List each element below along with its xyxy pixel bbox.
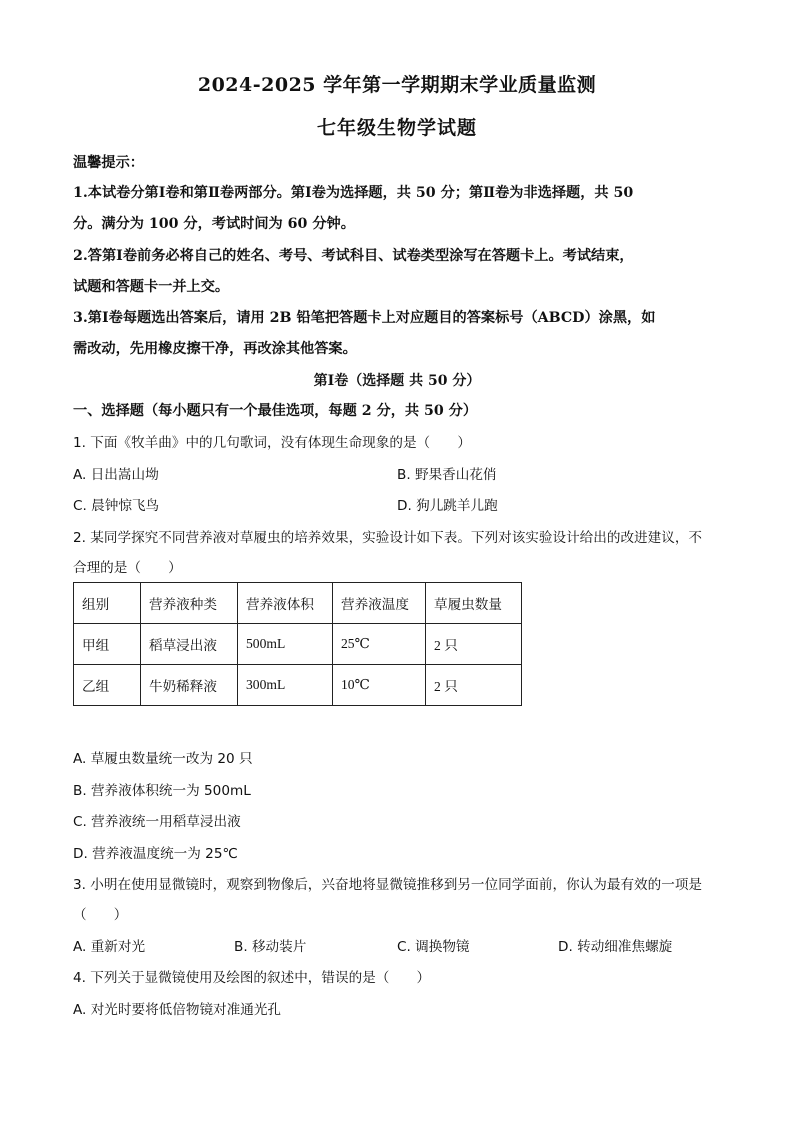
q2-option-a: A. 草履虫数量统一改为 20 只	[73, 751, 253, 767]
table-header-cell: 组别	[74, 583, 141, 624]
q3-stem-line: （ ）	[73, 907, 128, 923]
notice-line: 分。满分为 100 分，考试时间为 60 分钟。	[73, 216, 355, 232]
q3-option-a: A. 重新对光	[73, 939, 146, 955]
q2-stem-line: 2. 某同学探究不同营养液对草履虫的培养效果，实验设计如下表。下列对该实验设计给出的改进建议，不	[73, 530, 703, 546]
notice-line: 3.第Ⅰ卷每题选出答案后，请用 2B 铅笔把答题卡上对应题目的答案标号（ABCD）涂黑，如	[73, 310, 656, 326]
q4-option-a: A. 对光时要将低倍物镜对准通光孔	[73, 1002, 282, 1018]
notice-line: 2.答第Ⅰ卷前务必将自己的姓名、考号、考试科目、试卷类型涂写在答题卡上。考试结束，	[73, 248, 634, 264]
table-header-cell: 营养液体积	[238, 583, 333, 624]
table-cell: 2 只	[426, 665, 522, 706]
q3-option-c: C. 调换物镜	[397, 939, 470, 955]
q1-option-c: C. 晨钟惊飞鸟	[73, 498, 160, 514]
notice-line: 需改动，先用橡皮擦干净，再改涂其他答案。	[73, 341, 357, 357]
table-header-cell: 营养液温度	[333, 583, 426, 624]
table-cell: 甲组	[74, 624, 141, 665]
table-cell: 乙组	[74, 665, 141, 706]
table-cell: 10℃	[333, 665, 426, 706]
q2-option-c: C. 营养液统一用稻草浸出液	[73, 814, 241, 830]
q1-option-d: D. 狗儿跳羊儿跑	[397, 498, 498, 514]
q2-stem-line: 合理的是（ ）	[73, 560, 182, 576]
part-title: 一、选择题（每小题只有一个最佳选项，每题 2 分，共 50 分）	[73, 403, 478, 419]
table-row	[74, 665, 522, 706]
table-cell: 500mL	[238, 624, 333, 665]
volume-title: 第Ⅰ卷（选择题 共 50 分）	[313, 373, 481, 389]
q3-option-d: D. 转动细准焦螺旋	[558, 939, 673, 955]
q3-option-b: B. 移动装片	[234, 939, 307, 955]
q4-stem: 4. 下列关于显微镜使用及绘图的叙述中，错误的是（ ）	[73, 970, 431, 986]
exam-subtitle: 七年级生物学试题	[316, 117, 477, 139]
q2-option-b: B. 营养液体积统一为 500mL	[73, 783, 251, 799]
q1-option-b: B. 野果香山花俏	[397, 467, 497, 483]
table-cell: 牛奶稀释液	[141, 665, 238, 706]
table-cell: 稻草浸出液	[141, 624, 238, 665]
table-cell: 300mL	[238, 665, 333, 706]
q1-option-a: A. 日出嵩山坳	[73, 467, 159, 483]
notice-heading: 温馨提示：	[73, 155, 144, 171]
table-header-cell: 营养液种类	[141, 583, 238, 624]
experiment-table	[73, 582, 522, 706]
table-header-cell: 草履虫数量	[426, 583, 522, 624]
table-cell: 2 只	[426, 624, 522, 665]
table-row	[74, 624, 522, 665]
q3-stem-line: 3. 小明在使用显微镜时，观察到物像后，兴奋地将显微镜推移到另一位同学面前，你认为最有效的一项是	[73, 877, 703, 893]
notice-line: 试题和答题卡一并上交。	[73, 279, 230, 295]
table-cell: 25℃	[333, 624, 426, 665]
q2-option-d: D. 营养液温度统一为 25℃	[73, 846, 238, 862]
notice-line: 1.本试卷分第Ⅰ卷和第Ⅱ卷两部分。第Ⅰ卷为选择题，共 50 分；第Ⅱ卷为非选择题，共 50	[73, 185, 634, 201]
exam-title: 2024-2025 学年第一学期期末学业质量监测	[197, 74, 597, 96]
q1-stem: 1. 下面《牧羊曲》中的几句歌词，没有体现生命现象的是（ ）	[73, 435, 471, 451]
table-header-row	[74, 583, 522, 624]
